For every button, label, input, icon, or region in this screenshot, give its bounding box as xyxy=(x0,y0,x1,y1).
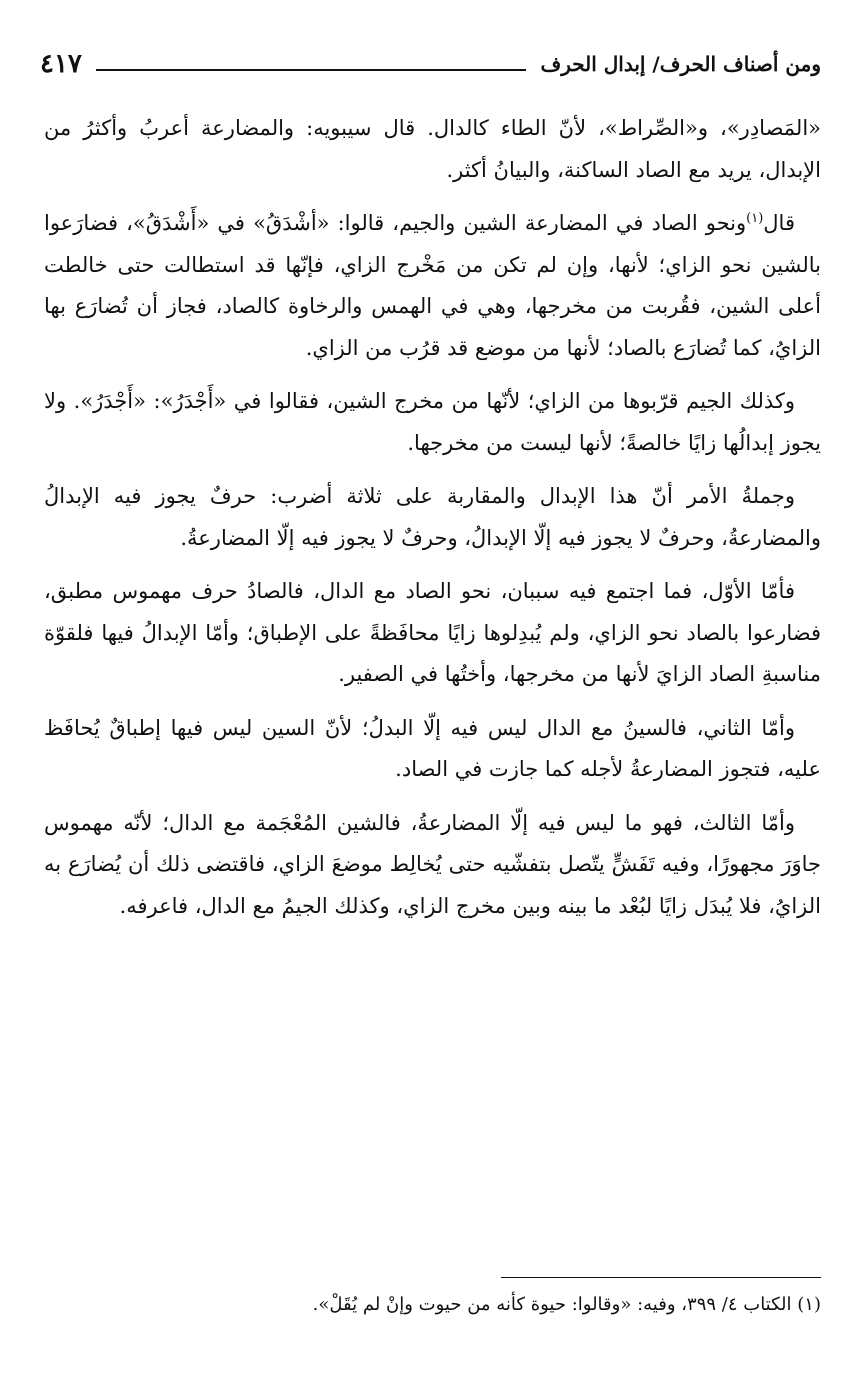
paragraph-2 xyxy=(44,203,821,369)
footnote-reference[interactable]: (١) xyxy=(746,211,764,226)
paragraph-1: «المَصادِر»، و«الصِّراط»، لأنّ الطاء كالدال. قال سيبويه: والمضارعة أعربُ وأكثرُ من الإبدال، يريد مع الصاد الساكنة، والبيانُ أكثر. xyxy=(44,116,821,182)
paragraph-2-text: ونحو الصاد في المضارعة الشين والجيم، قالوا: «أشْدَقُ» في «أَشْدَقُ»، فضارَعوا بالشين نحو الزاي؛ لأنها، وإن لم تكن من مَخْرج الزاي، فإنّها قد استطالت حتى خالطت أعلى الشين، فقُربت من مخرجها، وهي في الهمس والرخاوة كالصاد، فجاز أن تُضارَع بها الزايُ، كما تُضارَع بالصاد؛ لأنها من موضع قد قرُب من الزاي. xyxy=(44,211,821,360)
paragraph-6: وأمّا الثاني، فالسينُ مع الدال ليس فيه إلّا البدلُ؛ لأنّ السين ليس فيها إطباقٌ يُحافَظ عليه، فتجوز المضارعةُ لأجله كما جازت في الصاد. xyxy=(44,715,821,781)
footnote: (١) الكتاب ٤/ ٣٩٩، وفيه: «وقالوا: حيوة كأنه من حيوت وإنْ لم يُقَلْ». xyxy=(312,1294,821,1315)
page-number: ٤١٧ xyxy=(40,49,82,79)
paragraph-2-lead: قال xyxy=(763,211,795,235)
footnote-separator xyxy=(501,1277,821,1278)
running-title: ومن أصناف الحرف/ إبدال الحرف xyxy=(540,52,821,76)
paragraph-4: وجملةُ الأمر أنّ هذا الإبدال والمقاربة على ثلاثة أضرب: حرفٌ يجوز فيه الإبدالُ والمضارعةُ، وحرفٌ لا يجوز فيه إلّا الإبدالُ، وحرفٌ لا يجوز فيه إلّا المضارعةُ. xyxy=(44,484,821,550)
header-rule xyxy=(96,69,527,71)
page-header xyxy=(40,44,821,84)
paragraph-3: وكذلك الجيم قرّبوها من الزاي؛ لأنّها من مخرج الشين، فقالوا في «أَجْدَرُ»: «أَجْدَرُ». ولا يجوز إبدالُها زايًا خالصةً؛ لأنها ليست من مخرجها. xyxy=(44,389,821,455)
paragraph-5: فأمّا الأوّل، فما اجتمع فيه سببان، نحو الصاد مع الدال، فالصادُ حرف مهموس مطبق، فضارعوا بالصاد نحو الزاي، ولم يُبدِلوها زايًا محافَظةً على الإطباق؛ وأمّا الإبدالُ فيها فلقوّة مناسبةِ الصاد الزايَ لأنها من مخرجها، وأختُها في الصفير. xyxy=(44,579,821,686)
paragraph-7: وأمّا الثالث، فهو ما ليس فيه إلّا المضارعةُ، فالشين المُعْجَمة مع الدال؛ لأنّه مهموس جاوَرَ مجهورًا، وفيه تَفَشٍّ يتّصل بتفشّيه حتى يُخالِط موضعَ الزاي، فاقتضى ذلك أن يُضارَع به الزايُ، فلا يُبدَل زايًا لبُعْد ما بينه وبين مخرج الزاي، وكذلك الجيمُ مع الدال، فاعرفه. xyxy=(44,810,821,918)
body-text xyxy=(44,108,821,939)
